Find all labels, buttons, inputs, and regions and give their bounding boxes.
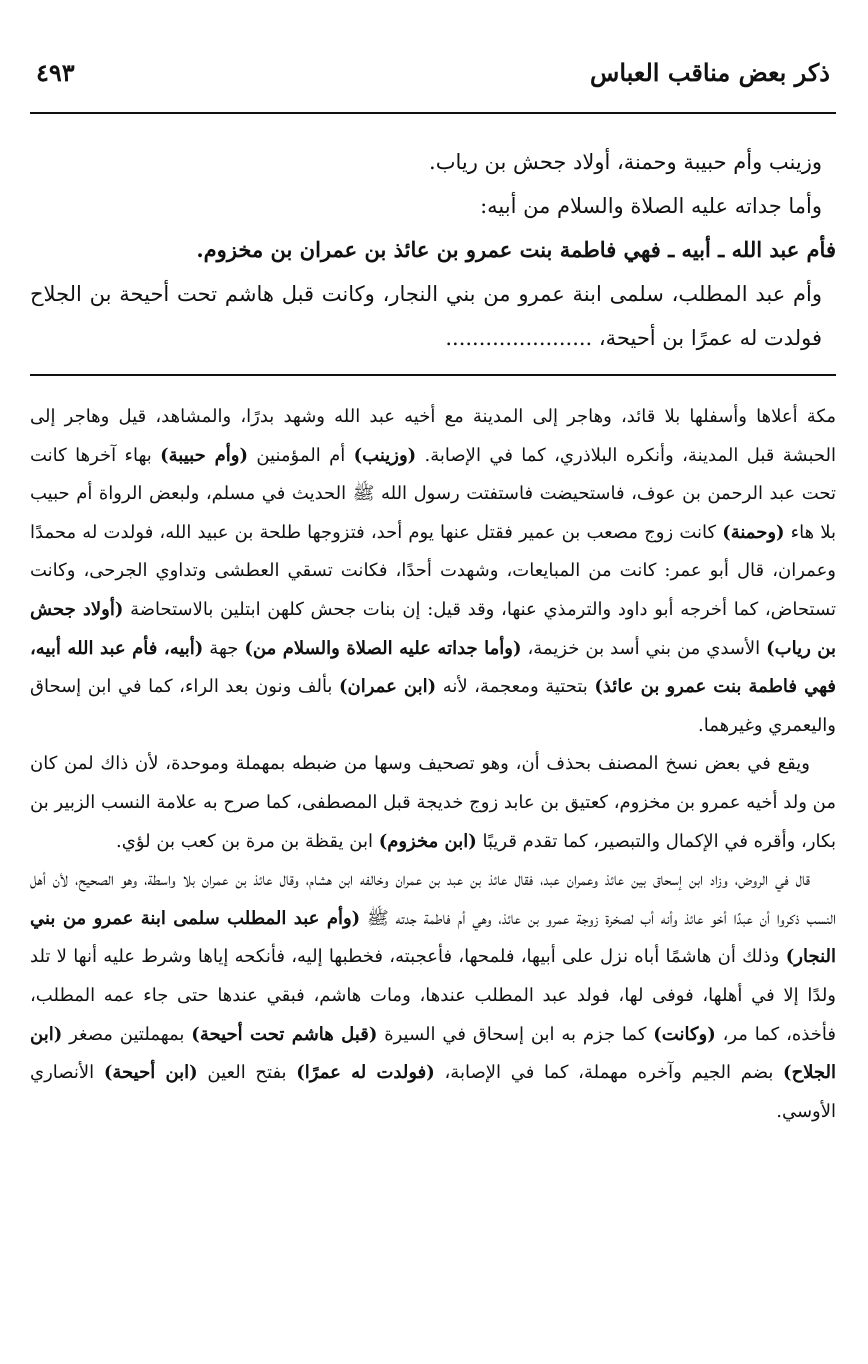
bold-quote: (أولاد جحش بن رياب) xyxy=(30,598,836,659)
bold-quote: (ابن مخزوم) xyxy=(378,830,477,852)
bold-quote: (وكانت) xyxy=(653,1023,716,1045)
bold-quote: (وحمنة) xyxy=(722,521,785,543)
main-text-line: وزينب وأم حبيبة وحمنة، أولاد جحش بن رياب. xyxy=(429,150,822,174)
running-title: ذكر بعض مناقب العباس xyxy=(590,58,830,87)
bold-quote: (أبيه، فأم عبد الله أبيه، فهي فاطمة بنت عمرو بن عائذ) xyxy=(30,637,836,698)
main-text-line: فأم عبد الله ـ أبيه ـ فهي فاطمة بنت عمرو بن عائذ بن عمران بن مخزوم. xyxy=(196,237,836,262)
bold-quote: (وأم حبيبة) xyxy=(160,444,248,466)
bold-quote: (فولدت له عمرًا) xyxy=(296,1062,435,1084)
commentary-paragraph: مكة أعلاها وأسفلها بلا قائد، وهاجر إلى المدينة مع أخيه عبد الله وشهد بدرًا، والمشاهد، قيل وهاجر إلى الحبشة قبل المدينة، وأنكره البلاذري، كما في الإصابة. (وزينب) أم المؤمنين (وأم حبيبة) بهاء آخرها كانت تحت عبد الرحمن بن عوف، فاستحيضت فاستفتت رسول الله ﷺ الحديث في مسلم، ولبعض الرواة أم حبيب بلا هاء (وحمنة) كانت زوج مصعب بن عمير فقتل عنها يوم أحد، فتزوجها طلحة بن عبيد الله، فولدت له محمدًا وعمران، قال أبو عمر: كانت من المبايعات، وشهدت أحدًا، فكانت تسقي العطشى وتداوي الجرحى، وكانت تستحاض، كما أخرجه أبو داود والترمذي عنها، وقد قيل: إن بنات جحش كلهن ابتلين بالاستحاضة (أولاد جحش بن رياب) الأسدي من بني أسد بن خزيمة، (وأما جداته عليه الصلاة والسلام من) جهة (أبيه، فأم عبد الله أبيه، فهي فاطمة بنت عمرو بن عائذ) بتحتية ومعجمة، لأنه (ابن عمران) بألف ونون بعد الراء، كما في ابن إسحاق واليعمري وغيرهما. xyxy=(30,406,837,736)
bold-quote: (قبل هاشم تحت أحيحة) xyxy=(191,1023,378,1045)
commentary-paragraph: ويقع في بعض نسخ المصنف بحذف أن، وهو تصحيف وسها من ضبطه بمهملة وموحدة، لأن ذاك لمن كان من ولد أخيه عمرو بن مخزوم، كعتيق بن عابد زوج خديجة قبل المصطفى، كما صرح به علامة النسب الزبير بن بكار، وأقره في الإكمال والتبصير، كما تقدم قريبًا (ابن مخزوم) ابن يقظة بن مرة بن كعب بن لؤي. xyxy=(30,753,836,852)
bold-quote: (وزينب) xyxy=(353,444,417,466)
bold-quote: (وأم عبد المطلب سلمى ابنة عمرو من بني النجار) xyxy=(30,907,836,968)
bold-quote: (ابن عمران) xyxy=(339,676,437,698)
main-text-line: وأما جداته عليه الصلاة والسلام من أبيه: xyxy=(480,194,822,218)
bold-quote: (ابن أحيحة) xyxy=(103,1062,198,1084)
page-number: ٤٩٣ xyxy=(36,58,75,87)
main-text-divider xyxy=(30,374,836,376)
main-text-line: وأم عبد المطلب، سلمى ابنة عمرو من بني النجار، وكانت قبل هاشم تحت أحيحة بن الجلاح فولدت له عمرًا بن أحيحة، ...................... xyxy=(30,282,822,350)
main-text xyxy=(30,140,836,360)
bold-quote: (وأما جداته عليه الصلاة والسلام من) xyxy=(244,637,522,659)
bold-quote: (ابن الجلاح) xyxy=(30,1023,837,1084)
commentary xyxy=(30,398,836,1131)
page-header xyxy=(30,52,836,100)
header-divider xyxy=(30,112,836,114)
commentary-paragraph: قال في الروض، وزاد ابن إسحاق بين عائذ وعمران عبد، فقال عائذ بن عبد بن عمران وخالفه ابن هشام، وقال عائذ بن عمران بلا واسطة، وهو الصحيح، لأن أهل النسب ذكروا أن عبدًا أخو عائذ وأنه أب لصخرة زوجة عمرو بن عائذ، وهي أم فاطمة جدته ﷺ (وأم عبد المطلب سلمى ابنة عمرو من بني النجار) وذلك أن هاشمًا أباه نزل على أبيها، فلمحها، فأعجبته، فخطبها إليه، فأنكحه إياها وشرط عليه أنها لا تلد ولدًا إلا في أهلها، فوفى لها، فولد عبد المطلب عندها، ومات هاشم، فبقي عندها حتى جاء عمه المطلب، فأخذه، كما مر، (وكانت) كما جزم به ابن إسحاق في السيرة (قبل هاشم تحت أحيحة) بمهملتين مصغر (ابن الجلاح) بضم الجيم وآخره مهملة، كما في الإصابة، (فولدت له عمرًا) بفتح العين (ابن أحيحة) الأنصاري الأوسي. xyxy=(30,869,837,1122)
